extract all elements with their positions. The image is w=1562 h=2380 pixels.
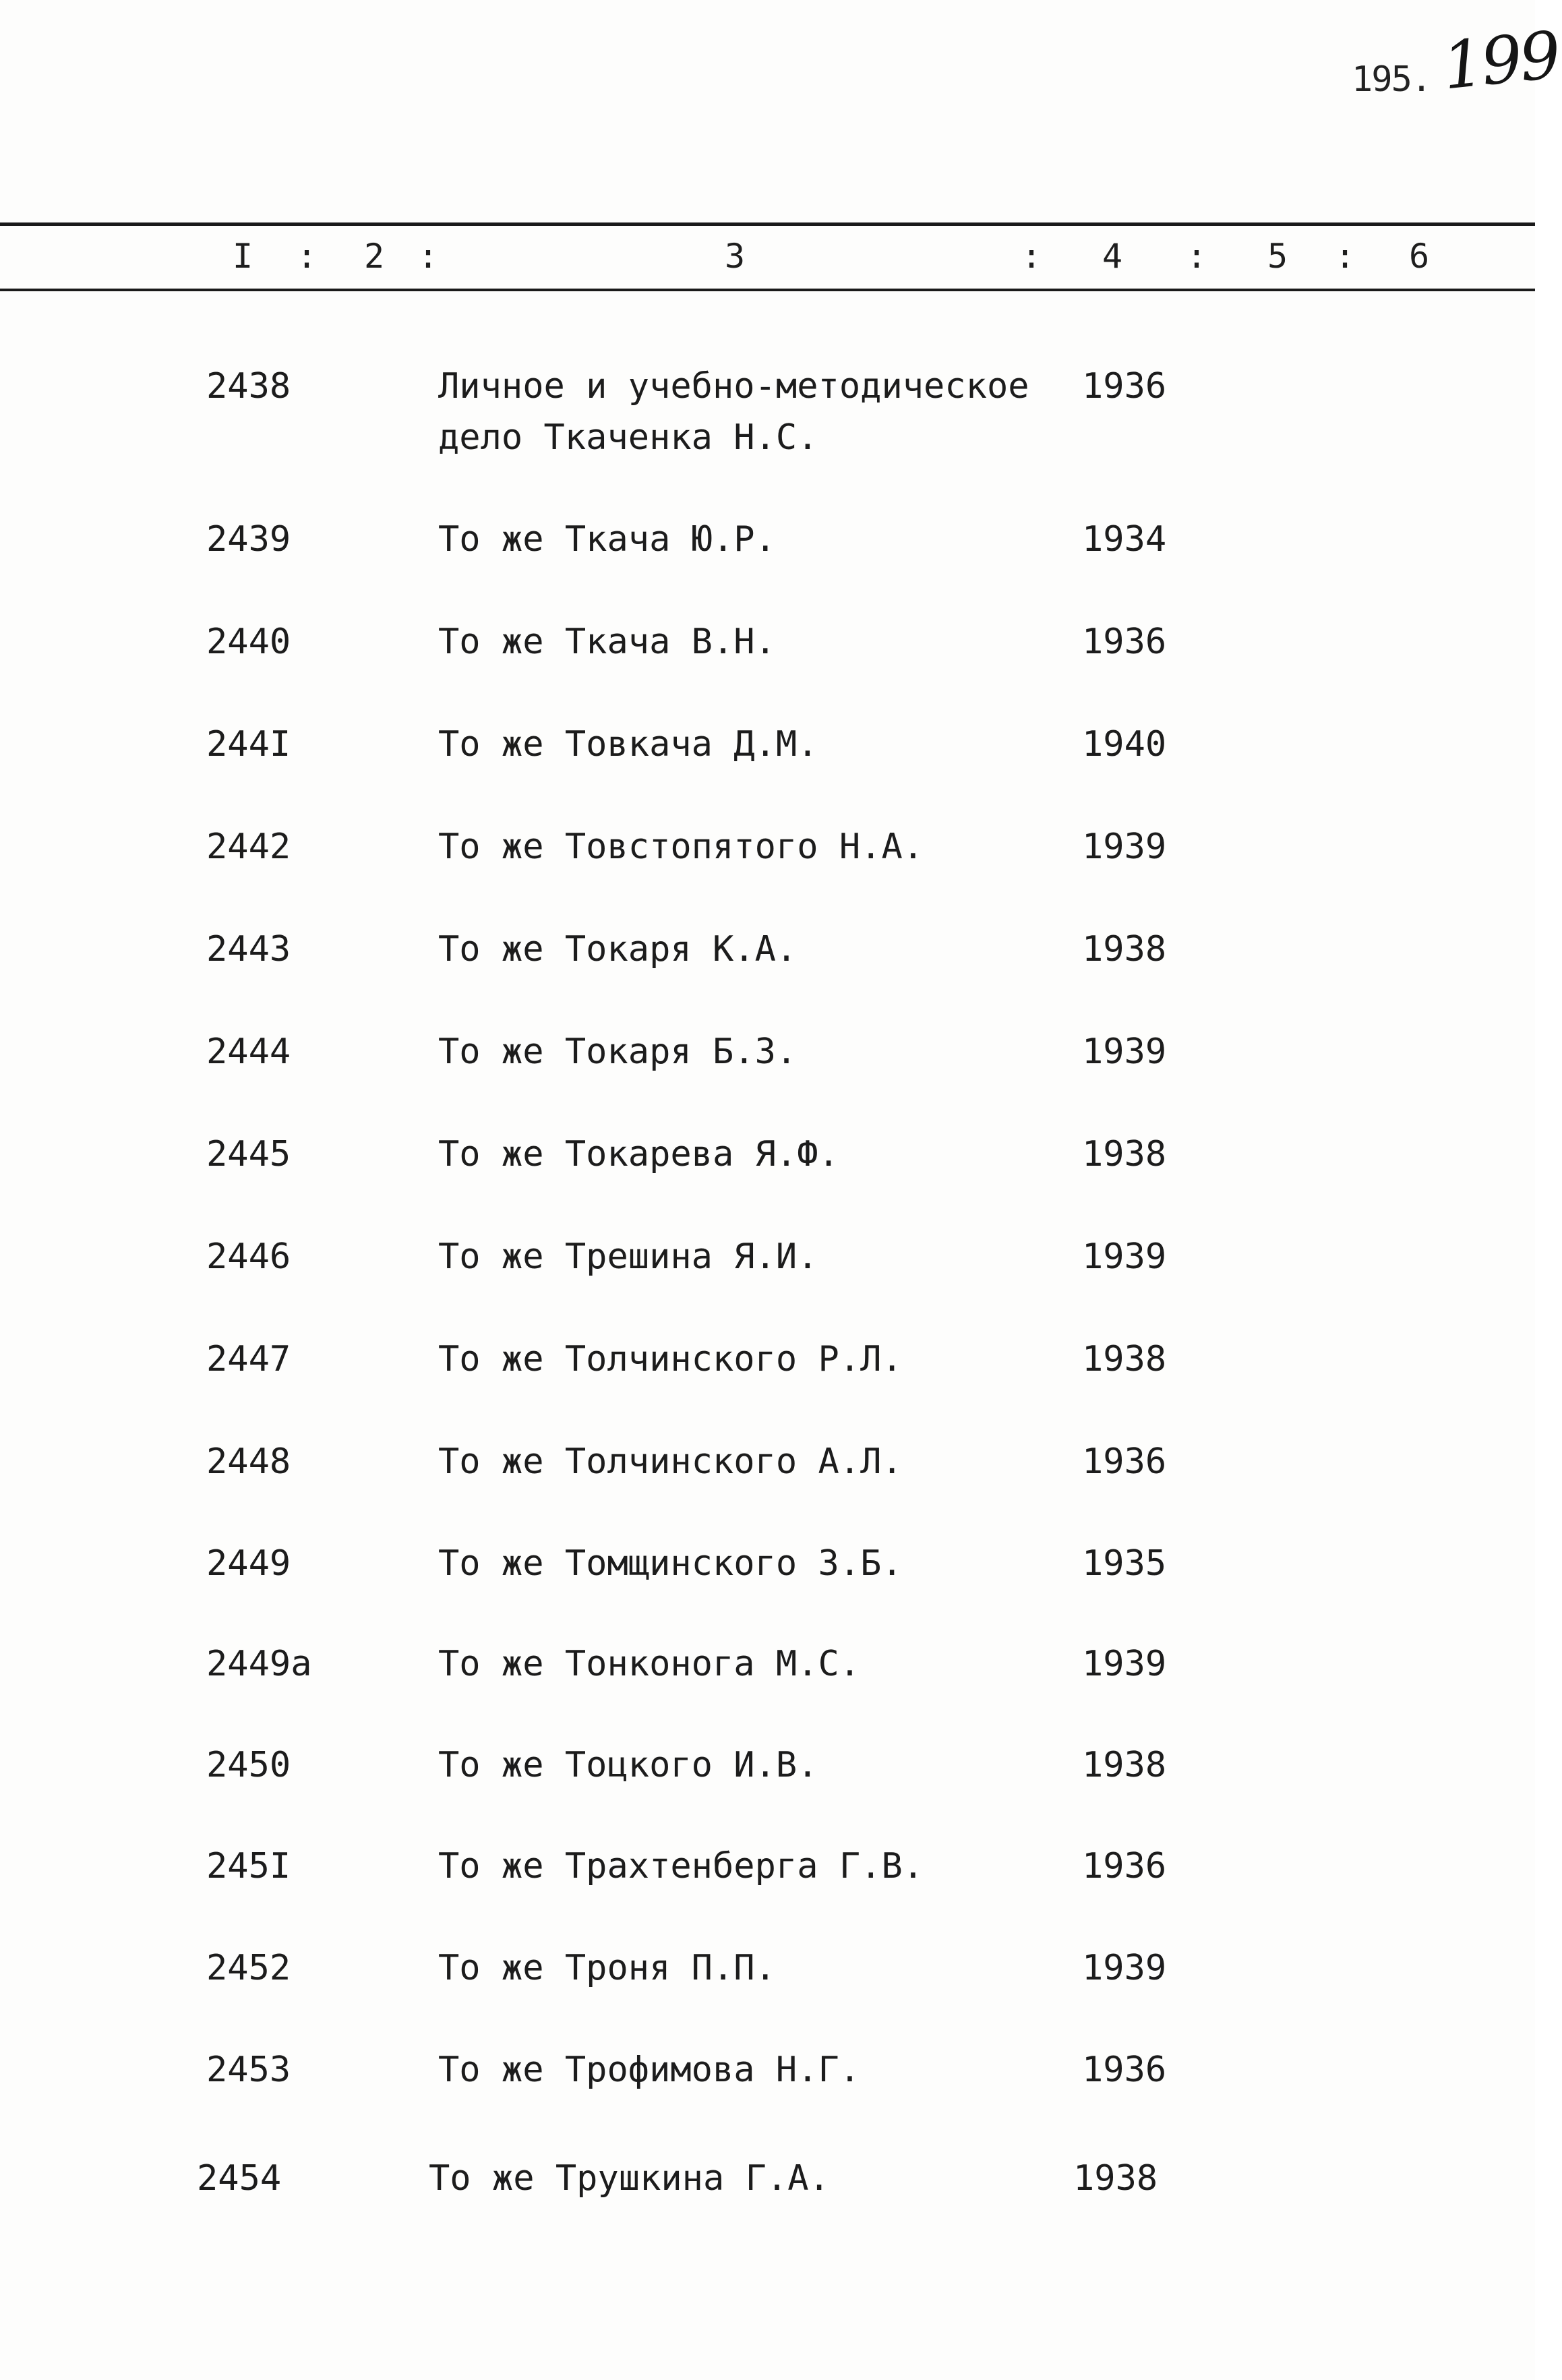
case-title: То же Трушкина Г.А. [429,2158,830,2199]
case-title: То же Трешина Я.И. [438,1237,818,1277]
case-number: 2444 [206,1032,291,1072]
column-header-2: 2 [364,237,385,276]
column-separator: : [1335,237,1356,276]
case-number: 2450 [206,1745,291,1785]
case-year: 1938 [1082,1745,1167,1785]
case-year: 1936 [1082,1846,1167,1886]
case-year: 1939 [1082,1644,1167,1684]
case-number: 2446 [206,1237,291,1277]
case-year: 1938 [1082,1134,1167,1174]
case-number: 244I [206,724,291,765]
case-year: 1936 [1082,1441,1167,1482]
column-separator: : [1186,237,1207,276]
case-title: То же Томщинского З.Б. [438,1543,903,1584]
case-title: То же Токаря Б.З. [438,1032,798,1072]
case-title: То же Ткача Ю.Р. [438,519,776,560]
case-year: 1938 [1082,1339,1167,1379]
case-title: То же Толчинского Р.Л. [438,1339,903,1379]
case-number: 2438 [206,366,291,407]
case-title: То же Троня П.П. [438,1948,776,1988]
case-year: 1939 [1082,1237,1167,1277]
case-year: 1939 [1082,827,1167,867]
case-title: Личное и учебно-методическое дело Ткаченка Н.С. [438,366,1029,458]
column-header-6: 6 [1409,237,1430,276]
case-number: 2449а [206,1644,312,1684]
header-top-rule [0,222,1535,226]
case-number: 2440 [206,622,291,662]
case-year: 1940 [1082,724,1167,765]
case-title: То же Токаря К.А. [438,929,798,970]
case-title: То же Толчинского А.Л. [438,1441,903,1482]
case-number: 2447 [206,1339,291,1379]
case-title: То же Ткача В.Н. [438,622,776,662]
case-title: То же Токарева Я.Ф. [438,1134,839,1174]
case-title: То же Трофимова Н.Г. [438,2050,861,2090]
case-number: 2452 [206,1948,291,1988]
case-year: 1936 [1082,366,1167,407]
header-bottom-rule [0,289,1535,291]
column-header-4: 4 [1102,237,1123,276]
case-year: 1939 [1082,1948,1167,1988]
case-number: 2445 [206,1134,291,1174]
handwritten-folio-number: 199 [1439,17,1562,105]
case-number: 2453 [206,2050,291,2090]
case-title: То же Трахтенберга Г.В. [438,1846,924,1886]
column-separator: : [1021,237,1042,276]
case-number: 2454 [197,2158,282,2199]
case-number: 2448 [206,1441,291,1482]
case-title: То же Тоцкого И.В. [438,1745,818,1785]
column-header-1: I [233,237,253,276]
case-title: То же Товстопятого Н.А. [438,827,924,867]
case-year: 1935 [1082,1543,1167,1584]
column-header-5: 5 [1267,237,1288,276]
case-year: 1934 [1082,519,1167,560]
case-year: 1936 [1082,2050,1167,2090]
case-year: 1938 [1082,929,1167,970]
column-header-3: 3 [725,237,746,276]
case-title: То же Товкача Д.М. [438,724,818,765]
case-title: То же Тонконога М.С. [438,1644,861,1684]
case-year: 1936 [1082,622,1167,662]
column-separator: : [297,237,318,276]
case-number: 245I [206,1846,291,1886]
case-number: 2439 [206,519,291,560]
case-number: 2443 [206,929,291,970]
case-number: 2442 [206,827,291,867]
typed-page-number: 195. [1352,59,1431,100]
column-header-row [0,229,1535,283]
case-year: 1939 [1082,1032,1167,1072]
case-year: 1938 [1073,2158,1158,2199]
column-separator: : [418,237,439,276]
case-number: 2449 [206,1543,291,1584]
